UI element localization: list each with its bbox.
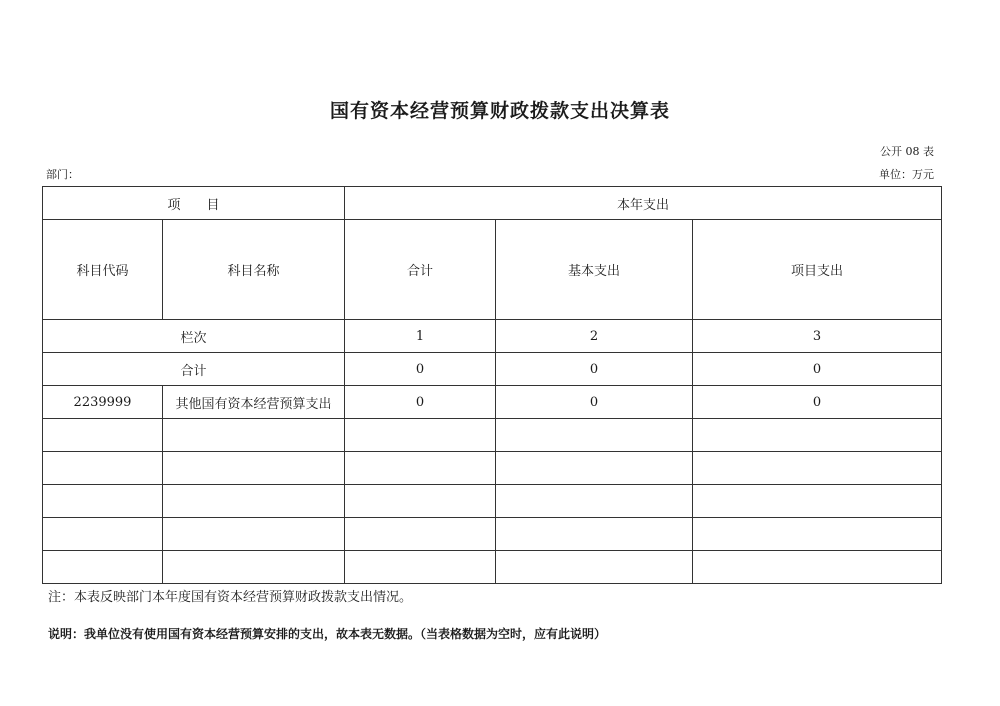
- subject-code-cell: 2239999: [43, 386, 163, 419]
- empty-row: [43, 485, 942, 518]
- table-cell: 1: [345, 320, 496, 353]
- table-cell: 0: [693, 353, 942, 386]
- empty-row: [43, 452, 942, 485]
- header-project: 项目支出: [693, 220, 942, 320]
- empty-row: [43, 419, 942, 452]
- table-cell: 0: [345, 386, 496, 419]
- empty-row: [43, 518, 942, 551]
- sum-row: [43, 353, 942, 386]
- header-row-2: [43, 220, 942, 320]
- table-cell: 0: [693, 386, 942, 419]
- table-cell: 2: [496, 320, 693, 353]
- header-current-year: 本年支出: [345, 187, 942, 220]
- note-text: 注：本表反映部门本年度国有资本经营预算财政拨款支出情况。: [48, 590, 413, 605]
- header-item: 项 目: [43, 187, 345, 220]
- header-subject-name: 科目名称: [163, 220, 345, 320]
- expenditure-table: [42, 186, 942, 584]
- table-cell: 0: [345, 353, 496, 386]
- subject-name-cell: 其他国有资本经营预算支出: [163, 386, 345, 419]
- sum-label: 合计: [43, 353, 345, 386]
- header-row-1: [43, 187, 942, 220]
- header-subject-code: 科目代码: [43, 220, 163, 320]
- empty-row: [43, 551, 942, 584]
- table-cell: 0: [496, 353, 693, 386]
- table-row: [43, 386, 942, 419]
- form-number: 公开 08 表: [880, 145, 934, 158]
- table-cell: 3: [693, 320, 942, 353]
- header-basic: 基本支出: [496, 220, 693, 320]
- department-label: 部门：: [46, 168, 79, 181]
- explanation-text: 说明：我单位没有使用国有资本经营预算安排的支出，故本表无数据。（当表格数据为空时，应有此说明）: [48, 627, 607, 641]
- column-number-row: [43, 320, 942, 353]
- page-title: 国有资本经营预算财政拨款支出决算表: [329, 100, 670, 122]
- unit-label: 单位：万元: [879, 168, 934, 181]
- header-total: 合计: [345, 220, 496, 320]
- column-number-label: 栏次: [43, 320, 345, 353]
- table-cell: 0: [496, 386, 693, 419]
